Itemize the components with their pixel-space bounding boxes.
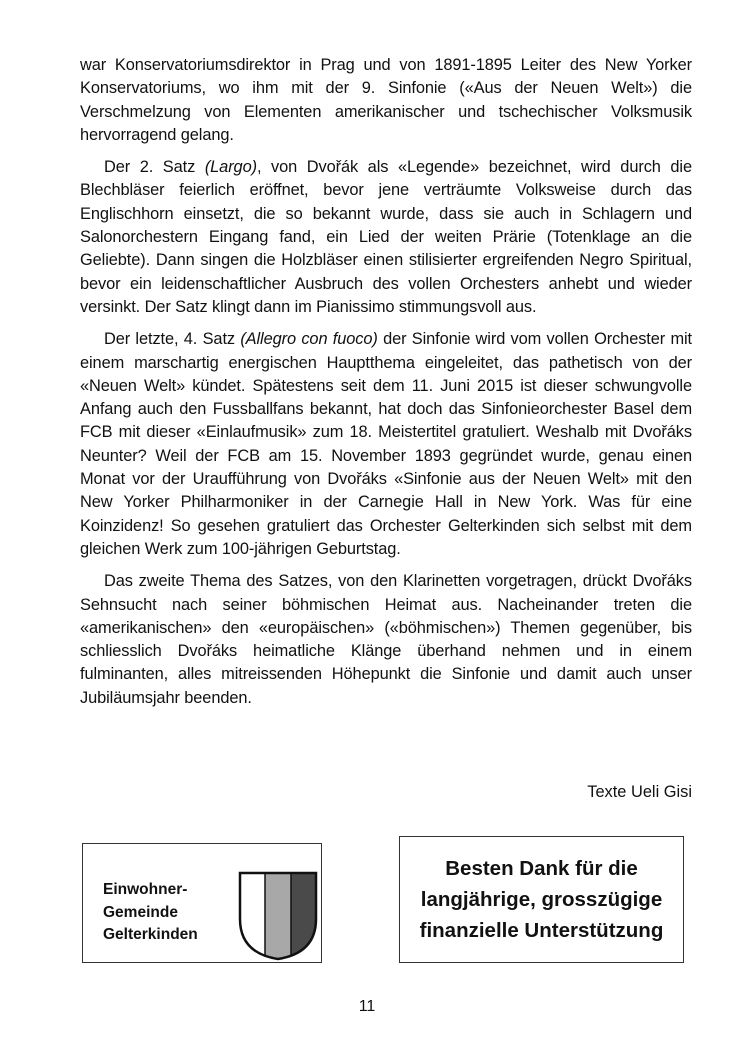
author-credit: Texte Ueli Gisi [587, 783, 692, 801]
thanks-line-1: Besten Dank für die [445, 857, 638, 880]
paragraph-1 [80, 54, 692, 147]
sponsor-box [82, 843, 322, 963]
municipality-line-3: Gelterkinden [103, 926, 198, 943]
paragraph-3-text-b: der Sinfonie wird vom vollen Orchester mit einem marschartig energischen Hauptthema eingeleitet, das pathetisch von der «Neuen Welt» kündet. Spätestens seit dem 11. Juni 2015 ist dieser schwungvolle Anfang auch den Fussballfans bekannt, hat doch das Sinfonieorchester Basel dem FCB mit dieser «Einlaufmusik» zum 18. Meistertitel gratuliert. Weshalb mit Dvořáks Neunter? Weil der FCB am 15. November 1893 gegründet wurde, genau einen Monat vor der Uraufführung von Dvořáks «Sinfonie aus der Neuen Welt» mit den New Yorker Philharmoniker in der Carnegie Hall in New York. Was für eine Koinzidenz! So gesehen gratuliert das Orchester Gelterkinden sich selbst mit dem gleichen Werk zum 100-jährigen Geburtstag. [80, 330, 693, 558]
paragraph-4-text: Das zweite Thema des Satzes, von den Klarinetten vorgetragen, drückt Dvořáks Sehnsucht nach seiner böhmischen Heimat aus. Nacheinander treten die «amerikanischen» den «europäischen» («böhmischen») Themen gegenüber, bis schliesslich Dvořáks heimatliche Klänge überhand nehmen und in einem fulminanten, alles mitreissenden Höhepunkt die Sinfonie und damit auch unser Jubiläumsjahr beenden. [80, 572, 692, 707]
paragraph-3-tempo-marking: (Allegro con fuoco) [240, 330, 378, 349]
page-number: 11 [358, 998, 376, 1015]
paragraph-2-text-b: , von Dvořák als «Legende» bezeichnet, wird durch die Blechbläser feierlich eröffnet, bevor jene verträumte Volksweise durch das Englischhorn einsetzt, die so bekannt wurde, dass sie auch in Schlagern und Salonorchestern Eingang fand, ein Lied der weiten Prärie (Totenklage an die Geliebte). Dann singen die Holzbläser einen stilisierter ergreifenden Negro Spiritual, bevor ein leidenschaftlicher Ausbruch des vollen Orchesters anhebt und wieder versinkt. Der Satz klingt dann im Pianissimo stimmungsvoll aus. [80, 158, 692, 316]
thanks-line-3: finanzielle Unterstützung [419, 919, 664, 942]
paragraph-3 [80, 328, 692, 561]
paragraph-1-text: war Konservatoriumsdirektor in Prag und von 1891-1895 Leiter des New Yorker Konservatoriums, wo ihm mit der 9. Sinfonie («Aus der Neuen Welt») die Verschmelzung von Elementen amerikanischer und tschechischer Volksmusik hervorragend gelang. [80, 56, 692, 144]
coat-of-arms-icon [238, 871, 318, 961]
thanks-line-2: langjährige, grosszügige [420, 888, 663, 911]
paragraph-2 [80, 156, 692, 319]
paragraph-2-tempo-marking: (Largo) [204, 158, 257, 177]
municipality-line-1: Einwohner- [103, 881, 188, 898]
article-text [80, 54, 692, 719]
thanks-box [399, 836, 684, 963]
paragraph-3-text-a: Der letzte, 4. Satz [104, 330, 241, 349]
municipality-line-2: Gemeinde [103, 903, 178, 921]
paragraph-4 [80, 570, 692, 710]
municipality-name [103, 879, 198, 947]
paragraph-2-text-a: Der 2. Satz [104, 158, 205, 177]
